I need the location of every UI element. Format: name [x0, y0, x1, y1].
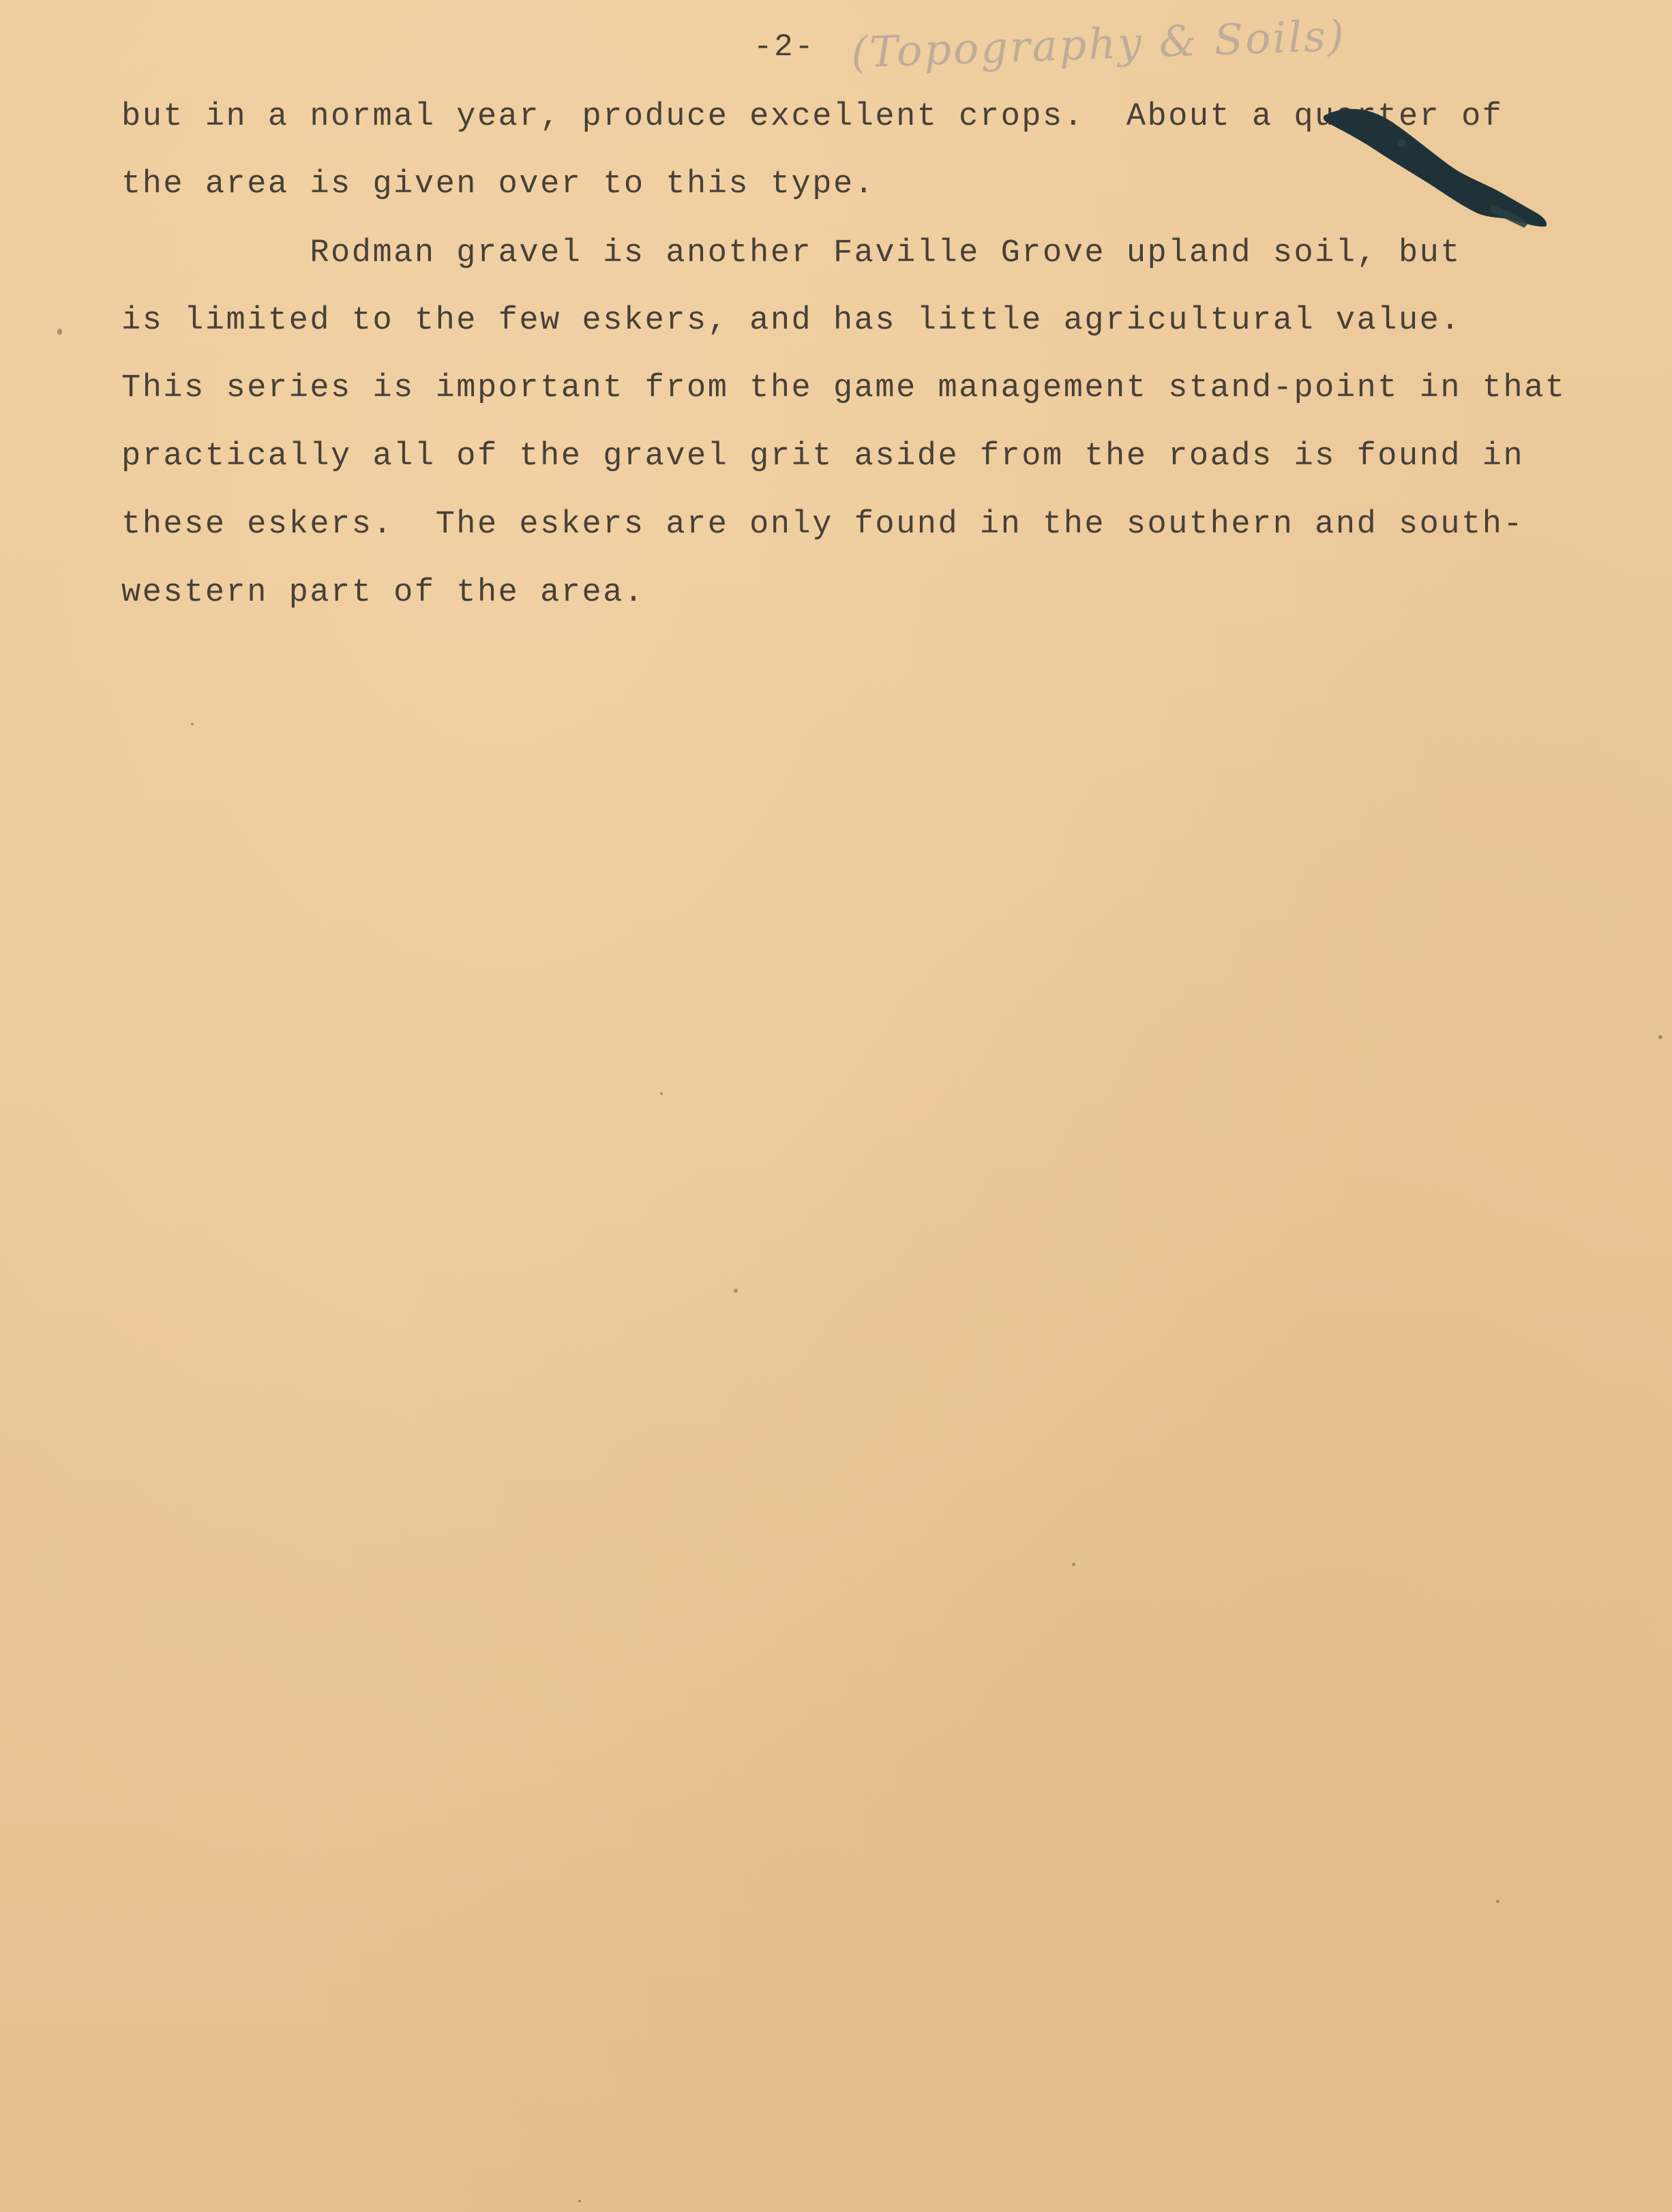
- paper-speck: [1496, 1900, 1499, 1903]
- text-line: This series is important from the game management stand-point in that: [121, 370, 1566, 406]
- paper-speck: [1658, 1035, 1662, 1039]
- paper-speck: [734, 1289, 738, 1293]
- paper-speck: [191, 723, 194, 726]
- text-line: the area is given over to this type.: [121, 166, 876, 203]
- text-line: practically all of the gravel grit aside from the roads is found in: [121, 438, 1525, 475]
- text-line: western part of the area.: [121, 575, 645, 611]
- text-line: is limited to the few eskers, and has little agricultural value.: [121, 303, 1462, 339]
- text-line: these eskers. The eskers are only found in the southern and south-: [121, 507, 1525, 543]
- ink-blot: [1319, 102, 1551, 239]
- paper-speck: [578, 2200, 581, 2202]
- paper-speck: [660, 1092, 663, 1095]
- paper-speck: [57, 329, 62, 335]
- text-line: Rodman gravel is another Faville Grove upland soil, but: [121, 235, 1462, 271]
- text-line: but in a normal year, produce excellent crops. About a quarter of: [121, 99, 1504, 135]
- handwritten-note: (Topography & Soils): [850, 10, 1347, 78]
- page-number: -2-: [753, 29, 816, 65]
- paper-speck: [1072, 1563, 1075, 1566]
